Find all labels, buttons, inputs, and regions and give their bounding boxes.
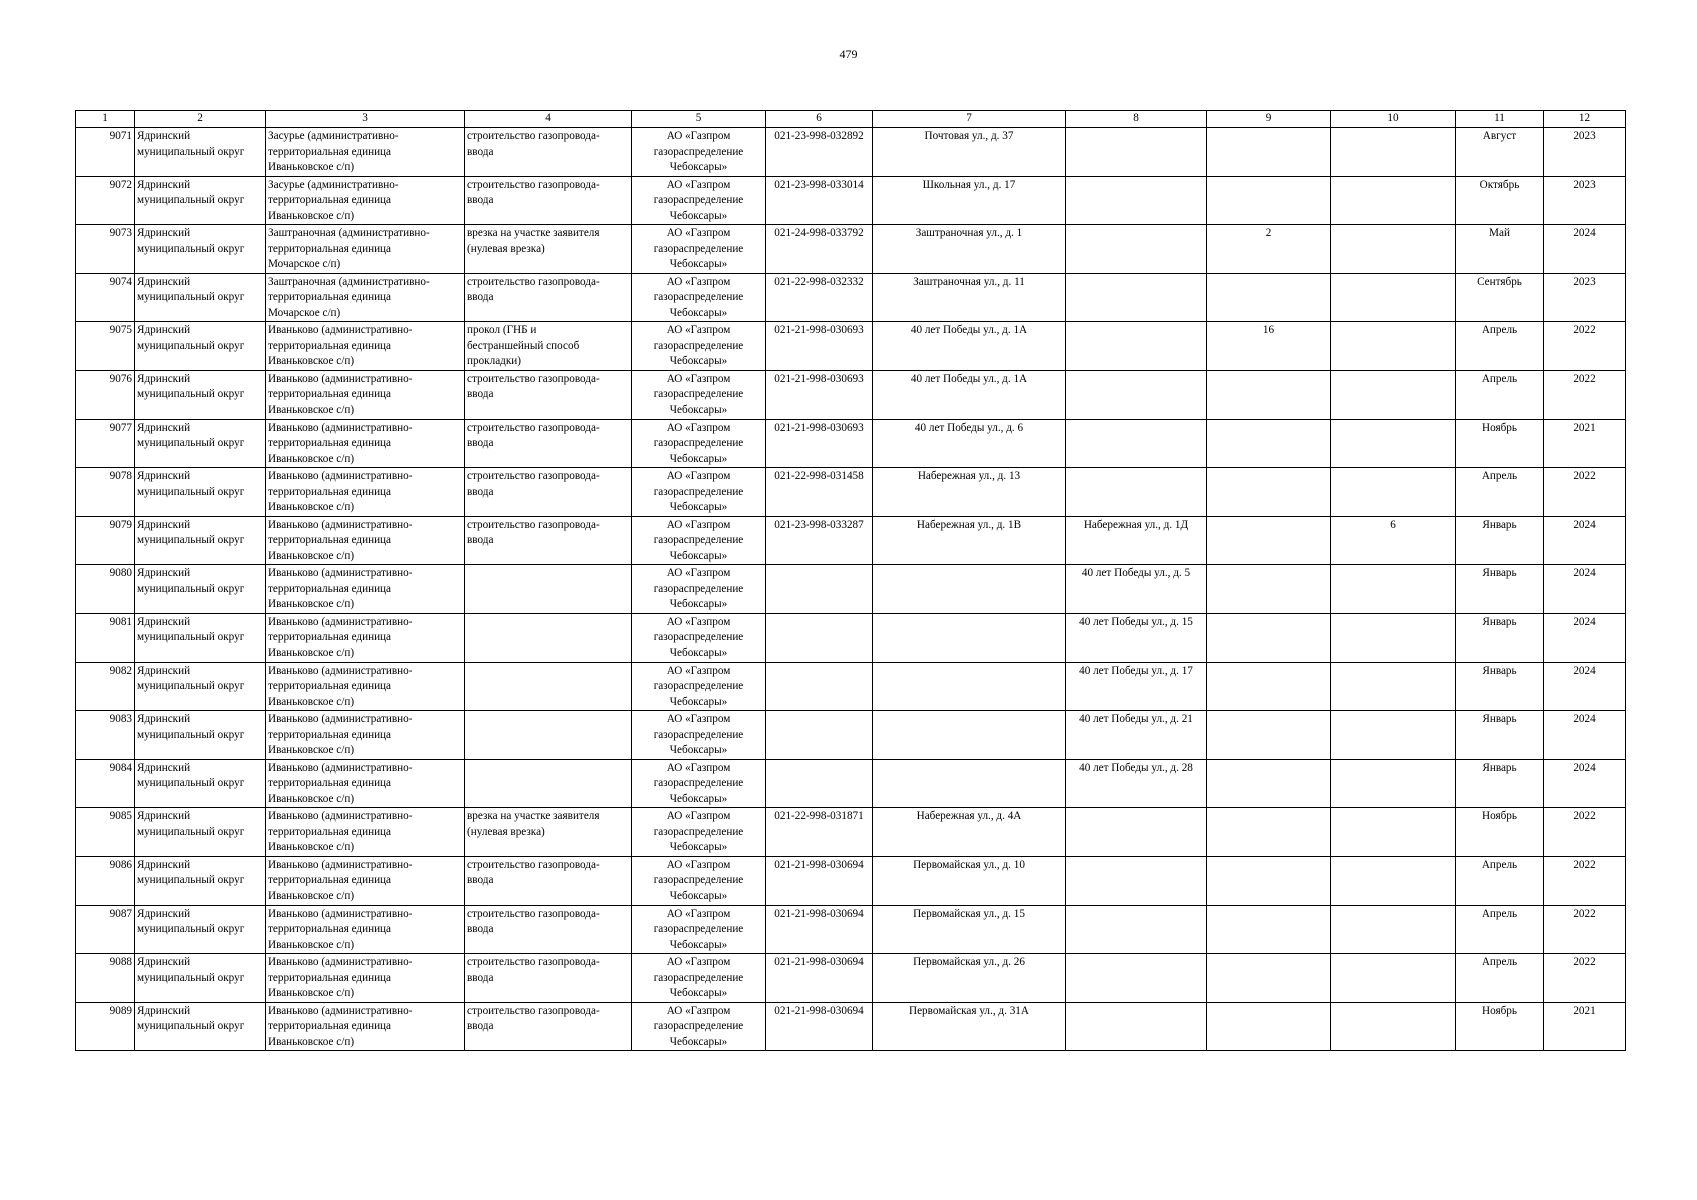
cell-row-number: 9085 xyxy=(76,808,135,857)
cell-municipality: Ядринский муниципальный округ xyxy=(135,759,266,808)
cell-municipality: Ядринский муниципальный округ xyxy=(135,273,266,322)
table-row xyxy=(76,128,1626,177)
cell-address-extra: 40 лет Победы ул., д. 28 xyxy=(1066,759,1207,808)
cell-value-col9 xyxy=(1207,565,1331,614)
cell-application-number: 021-21-998-030693 xyxy=(766,322,873,371)
cell-year: 2024 xyxy=(1544,662,1626,711)
cell-value-col10 xyxy=(1331,711,1456,760)
cell-settlement: Засурье (административно- территориальная единица Иваньковское с/п) xyxy=(266,176,465,225)
cell-value-col9 xyxy=(1207,128,1331,177)
cell-work-type: строительство газопровода- ввода xyxy=(465,856,632,905)
cell-municipality: Ядринский муниципальный округ xyxy=(135,613,266,662)
cell-value-col10 xyxy=(1331,759,1456,808)
table-row xyxy=(76,808,1626,857)
cell-address-extra xyxy=(1066,225,1207,274)
cell-work-type xyxy=(465,662,632,711)
cell-municipality: Ядринский муниципальный округ xyxy=(135,856,266,905)
cell-value-col10 xyxy=(1331,176,1456,225)
cell-settlement: Иваньково (административно- территориальная единица Иваньковское с/п) xyxy=(266,954,465,1003)
cell-address-extra xyxy=(1066,954,1207,1003)
cell-year: 2022 xyxy=(1544,322,1626,371)
cell-municipality: Ядринский муниципальный округ xyxy=(135,419,266,468)
table-row xyxy=(76,516,1626,565)
cell-value-col10 xyxy=(1331,273,1456,322)
cell-value-col9 xyxy=(1207,516,1331,565)
table-row xyxy=(76,1002,1626,1051)
cell-municipality: Ядринский муниципальный округ xyxy=(135,905,266,954)
cell-row-number: 9074 xyxy=(76,273,135,322)
cell-row-number: 9073 xyxy=(76,225,135,274)
cell-value-col10 xyxy=(1331,613,1456,662)
cell-settlement: Иваньково (административно- территориальная единица Иваньковское с/п) xyxy=(266,759,465,808)
cell-year: 2022 xyxy=(1544,808,1626,857)
cell-value-col9 xyxy=(1207,613,1331,662)
cell-organization: АО «Газпром газораспределение Чебоксары» xyxy=(632,322,766,371)
cell-address-extra xyxy=(1066,808,1207,857)
table-row xyxy=(76,613,1626,662)
cell-value-col10 xyxy=(1331,954,1456,1003)
cell-application-number: 021-22-998-031458 xyxy=(766,468,873,517)
cell-organization: АО «Газпром газораспределение Чебоксары» xyxy=(632,1002,766,1051)
table-row xyxy=(76,662,1626,711)
cell-application-number: 021-22-998-032332 xyxy=(766,273,873,322)
cell-value-col9 xyxy=(1207,370,1331,419)
cell-address-extra xyxy=(1066,176,1207,225)
cell-work-type: строительство газопровода- ввода xyxy=(465,468,632,517)
cell-application-number: 021-23-998-032892 xyxy=(766,128,873,177)
column-header-4: 4 xyxy=(465,111,632,128)
cell-application-number: 021-21-998-030694 xyxy=(766,1002,873,1051)
cell-municipality: Ядринский муниципальный округ xyxy=(135,468,266,517)
cell-address: Заштраночная ул., д. 1 xyxy=(873,225,1066,274)
cell-value-col9 xyxy=(1207,711,1331,760)
cell-value-col10 xyxy=(1331,322,1456,371)
cell-work-type: врезка на участке заявителя (нулевая врезка) xyxy=(465,808,632,857)
column-header-10: 10 xyxy=(1331,111,1456,128)
cell-organization: АО «Газпром газораспределение Чебоксары» xyxy=(632,662,766,711)
cell-value-col9 xyxy=(1207,808,1331,857)
table-row xyxy=(76,419,1626,468)
cell-value-col9 xyxy=(1207,759,1331,808)
cell-row-number: 9075 xyxy=(76,322,135,371)
cell-row-number: 9088 xyxy=(76,954,135,1003)
cell-year: 2022 xyxy=(1544,856,1626,905)
table-row xyxy=(76,759,1626,808)
cell-value-col10 xyxy=(1331,128,1456,177)
cell-address: Набережная ул., д. 13 xyxy=(873,468,1066,517)
cell-row-number: 9076 xyxy=(76,370,135,419)
cell-month: Январь xyxy=(1456,759,1544,808)
column-header-7: 7 xyxy=(873,111,1066,128)
cell-year: 2023 xyxy=(1544,128,1626,177)
column-header-2: 2 xyxy=(135,111,266,128)
cell-organization: АО «Газпром газораспределение Чебоксары» xyxy=(632,711,766,760)
cell-value-col10 xyxy=(1331,419,1456,468)
cell-settlement: Иваньково (административно- территориальная единица Иваньковское с/п) xyxy=(266,905,465,954)
cell-organization: АО «Газпром газораспределение Чебоксары» xyxy=(632,808,766,857)
cell-address-extra xyxy=(1066,905,1207,954)
table-row xyxy=(76,176,1626,225)
table-row xyxy=(76,370,1626,419)
cell-address: 40 лет Победы ул., д. 6 xyxy=(873,419,1066,468)
cell-application-number: 021-22-998-031871 xyxy=(766,808,873,857)
cell-address: 40 лет Победы ул., д. 1А xyxy=(873,322,1066,371)
cell-application-number: 021-21-998-030693 xyxy=(766,419,873,468)
cell-year: 2022 xyxy=(1544,468,1626,517)
cell-year: 2023 xyxy=(1544,176,1626,225)
cell-row-number: 9081 xyxy=(76,613,135,662)
cell-application-number xyxy=(766,662,873,711)
cell-row-number: 9080 xyxy=(76,565,135,614)
cell-value-col10 xyxy=(1331,468,1456,517)
cell-settlement: Иваньково (административно- территориальная единица Иваньковское с/п) xyxy=(266,711,465,760)
cell-organization: АО «Газпром газораспределение Чебоксары» xyxy=(632,759,766,808)
cell-work-type: строительство газопровода- ввода xyxy=(465,516,632,565)
cell-address: 40 лет Победы ул., д. 1А xyxy=(873,370,1066,419)
cell-value-col9 xyxy=(1207,1002,1331,1051)
cell-year: 2023 xyxy=(1544,273,1626,322)
cell-municipality: Ядринский муниципальный округ xyxy=(135,225,266,274)
cell-address: Набережная ул., д. 4А xyxy=(873,808,1066,857)
cell-address: Первомайская ул., д. 10 xyxy=(873,856,1066,905)
cell-application-number: 021-21-998-030694 xyxy=(766,954,873,1003)
table-row xyxy=(76,856,1626,905)
column-header-8: 8 xyxy=(1066,111,1207,128)
cell-year: 2021 xyxy=(1544,1002,1626,1051)
cell-organization: АО «Газпром газораспределение Чебоксары» xyxy=(632,176,766,225)
cell-address: Первомайская ул., д. 26 xyxy=(873,954,1066,1003)
cell-address-extra xyxy=(1066,370,1207,419)
cell-address: Первомайская ул., д. 15 xyxy=(873,905,1066,954)
cell-settlement: Иваньково (административно- территориальная единица Иваньковское с/п) xyxy=(266,370,465,419)
table-row xyxy=(76,954,1626,1003)
cell-year: 2024 xyxy=(1544,516,1626,565)
cell-value-col9 xyxy=(1207,662,1331,711)
cell-value-col9 xyxy=(1207,273,1331,322)
column-header-5: 5 xyxy=(632,111,766,128)
cell-organization: АО «Газпром газораспределение Чебоксары» xyxy=(632,370,766,419)
cell-application-number: 021-23-998-033014 xyxy=(766,176,873,225)
cell-value-col10: 6 xyxy=(1331,516,1456,565)
cell-organization: АО «Газпром газораспределение Чебоксары» xyxy=(632,468,766,517)
cell-value-col10 xyxy=(1331,225,1456,274)
cell-address: Набережная ул., д. 1В xyxy=(873,516,1066,565)
cell-value-col9 xyxy=(1207,176,1331,225)
cell-organization: АО «Газпром газораспределение Чебоксары» xyxy=(632,273,766,322)
cell-value-col9 xyxy=(1207,468,1331,517)
column-header-9: 9 xyxy=(1207,111,1331,128)
cell-year: 2022 xyxy=(1544,905,1626,954)
cell-organization: АО «Газпром газораспределение Чебоксары» xyxy=(632,225,766,274)
table-body xyxy=(76,128,1626,1051)
cell-value-col9: 16 xyxy=(1207,322,1331,371)
table-row xyxy=(76,905,1626,954)
cell-application-number: 021-21-998-030694 xyxy=(766,905,873,954)
table-row xyxy=(76,273,1626,322)
page-number: 479 xyxy=(839,47,858,61)
cell-work-type: врезка на участке заявителя (нулевая врезка) xyxy=(465,225,632,274)
cell-address-extra xyxy=(1066,273,1207,322)
cell-application-number: 021-21-998-030694 xyxy=(766,856,873,905)
cell-work-type: строительство газопровода- ввода xyxy=(465,273,632,322)
cell-row-number: 9083 xyxy=(76,711,135,760)
cell-work-type: строительство газопровода- ввода xyxy=(465,905,632,954)
table-row xyxy=(76,322,1626,371)
cell-row-number: 9079 xyxy=(76,516,135,565)
cell-year: 2024 xyxy=(1544,565,1626,614)
cell-application-number xyxy=(766,711,873,760)
cell-address: Заштраночная ул., д. 11 xyxy=(873,273,1066,322)
table-row xyxy=(76,565,1626,614)
cell-value-col10 xyxy=(1331,1002,1456,1051)
cell-address-extra xyxy=(1066,856,1207,905)
cell-municipality: Ядринский муниципальный округ xyxy=(135,808,266,857)
cell-month: Октябрь xyxy=(1456,176,1544,225)
cell-organization: АО «Газпром газораспределение Чебоксары» xyxy=(632,419,766,468)
cell-organization: АО «Газпром газораспределение Чебоксары» xyxy=(632,516,766,565)
column-header-1: 1 xyxy=(76,111,135,128)
table-row xyxy=(76,225,1626,274)
cell-address xyxy=(873,711,1066,760)
cell-settlement: Иваньково (административно- территориальная единица Иваньковское с/п) xyxy=(266,808,465,857)
cell-month: Апрель xyxy=(1456,856,1544,905)
cell-month: Май xyxy=(1456,225,1544,274)
cell-address-extra xyxy=(1066,468,1207,517)
cell-month: Апрель xyxy=(1456,322,1544,371)
cell-year: 2021 xyxy=(1544,419,1626,468)
cell-work-type: строительство газопровода- ввода xyxy=(465,370,632,419)
cell-row-number: 9086 xyxy=(76,856,135,905)
cell-row-number: 9087 xyxy=(76,905,135,954)
cell-municipality: Ядринский муниципальный округ xyxy=(135,128,266,177)
cell-value-col9 xyxy=(1207,905,1331,954)
cell-address-extra: 40 лет Победы ул., д. 17 xyxy=(1066,662,1207,711)
cell-municipality: Ядринский муниципальный округ xyxy=(135,370,266,419)
header-row xyxy=(76,111,1626,128)
cell-address xyxy=(873,759,1066,808)
cell-settlement: Засурье (административно- территориальная единица Иваньковское с/п) xyxy=(266,128,465,177)
cell-value-col10 xyxy=(1331,905,1456,954)
cell-month: Ноябрь xyxy=(1456,1002,1544,1051)
cell-value-col9 xyxy=(1207,419,1331,468)
cell-year: 2022 xyxy=(1544,370,1626,419)
cell-year: 2024 xyxy=(1544,225,1626,274)
cell-organization: АО «Газпром газораспределение Чебоксары» xyxy=(632,905,766,954)
cell-municipality: Ядринский муниципальный округ xyxy=(135,176,266,225)
cell-settlement: Иваньково (административно- территориальная единица Иваньковское с/п) xyxy=(266,662,465,711)
cell-work-type xyxy=(465,613,632,662)
cell-month: Январь xyxy=(1456,613,1544,662)
column-header-6: 6 xyxy=(766,111,873,128)
column-header-11: 11 xyxy=(1456,111,1544,128)
cell-address xyxy=(873,662,1066,711)
cell-municipality: Ядринский муниципальный округ xyxy=(135,1002,266,1051)
cell-work-type xyxy=(465,759,632,808)
cell-year: 2024 xyxy=(1544,711,1626,760)
cell-month: Январь xyxy=(1456,516,1544,565)
cell-address-extra: 40 лет Победы ул., д. 5 xyxy=(1066,565,1207,614)
cell-application-number xyxy=(766,613,873,662)
cell-month: Ноябрь xyxy=(1456,419,1544,468)
cell-work-type: строительство газопровода- ввода xyxy=(465,176,632,225)
cell-work-type xyxy=(465,711,632,760)
cell-organization: АО «Газпром газораспределение Чебоксары» xyxy=(632,856,766,905)
cell-organization: АО «Газпром газораспределение Чебоксары» xyxy=(632,613,766,662)
cell-municipality: Ядринский муниципальный округ xyxy=(135,711,266,760)
cell-settlement: Иваньково (административно- территориальная единица Иваньковское с/п) xyxy=(266,1002,465,1051)
cell-municipality: Ядринский муниципальный округ xyxy=(135,516,266,565)
cell-value-col10 xyxy=(1331,808,1456,857)
cell-year: 2022 xyxy=(1544,954,1626,1003)
cell-month: Август xyxy=(1456,128,1544,177)
cell-month: Январь xyxy=(1456,662,1544,711)
cell-municipality: Ядринский муниципальный округ xyxy=(135,322,266,371)
cell-address: Почтовая ул., д. 37 xyxy=(873,128,1066,177)
cell-work-type: строительство газопровода- ввода xyxy=(465,954,632,1003)
cell-municipality: Ядринский муниципальный округ xyxy=(135,662,266,711)
cell-row-number: 9089 xyxy=(76,1002,135,1051)
cell-value-col9 xyxy=(1207,954,1331,1003)
cell-value-col10 xyxy=(1331,662,1456,711)
cell-month: Апрель xyxy=(1456,370,1544,419)
cell-address-extra xyxy=(1066,322,1207,371)
cell-settlement: Иваньково (административно- территориальная единица Иваньковское с/п) xyxy=(266,419,465,468)
cell-address-extra xyxy=(1066,419,1207,468)
cell-address-extra: 40 лет Победы ул., д. 21 xyxy=(1066,711,1207,760)
table-row xyxy=(76,711,1626,760)
cell-work-type xyxy=(465,565,632,614)
cell-application-number: 021-24-998-033792 xyxy=(766,225,873,274)
column-header-12: 12 xyxy=(1544,111,1626,128)
cell-row-number: 9078 xyxy=(76,468,135,517)
cell-address-extra: 40 лет Победы ул., д. 15 xyxy=(1066,613,1207,662)
cell-work-type: строительство газопровода- ввода xyxy=(465,419,632,468)
cell-month: Ноябрь xyxy=(1456,808,1544,857)
cell-application-number: 021-21-998-030693 xyxy=(766,370,873,419)
cell-address: Первомайская ул., д. 31А xyxy=(873,1002,1066,1051)
cell-address xyxy=(873,565,1066,614)
table-row xyxy=(76,468,1626,517)
cell-value-col10 xyxy=(1331,856,1456,905)
cell-application-number: 021-23-998-033287 xyxy=(766,516,873,565)
cell-month: Сентябрь xyxy=(1456,273,1544,322)
table-header xyxy=(76,111,1626,128)
cell-settlement: Иваньково (административно- территориальная единица Иваньковское с/п) xyxy=(266,516,465,565)
cell-value-col10 xyxy=(1331,370,1456,419)
column-header-3: 3 xyxy=(266,111,465,128)
cell-application-number xyxy=(766,759,873,808)
cell-month: Апрель xyxy=(1456,468,1544,517)
cell-month: Апрель xyxy=(1456,954,1544,1003)
cell-settlement: Иваньково (административно- территориальная единица Иваньковское с/п) xyxy=(266,613,465,662)
cell-address-extra xyxy=(1066,128,1207,177)
cell-value-col10 xyxy=(1331,565,1456,614)
cell-settlement: Иваньково (административно- территориальная единица Иваньковское с/п) xyxy=(266,322,465,371)
cell-year: 2024 xyxy=(1544,613,1626,662)
cell-value-col9: 2 xyxy=(1207,225,1331,274)
cell-month: Январь xyxy=(1456,565,1544,614)
cell-address-extra: Набережная ул., д. 1Д xyxy=(1066,516,1207,565)
cell-settlement: Заштраночная (административно- территориальная единица Мочарское с/п) xyxy=(266,273,465,322)
cell-row-number: 9084 xyxy=(76,759,135,808)
cell-row-number: 9071 xyxy=(76,128,135,177)
cell-work-type: строительство газопровода- ввода xyxy=(465,128,632,177)
cell-application-number xyxy=(766,565,873,614)
cell-municipality: Ядринский муниципальный округ xyxy=(135,954,266,1003)
cell-year: 2024 xyxy=(1544,759,1626,808)
cell-month: Январь xyxy=(1456,711,1544,760)
cell-municipality: Ядринский муниципальный округ xyxy=(135,565,266,614)
cell-address: Школьная ул., д. 17 xyxy=(873,176,1066,225)
cell-row-number: 9082 xyxy=(76,662,135,711)
cell-organization: АО «Газпром газораспределение Чебоксары» xyxy=(632,954,766,1003)
cell-settlement: Иваньково (административно- территориальная единица Иваньковское с/п) xyxy=(266,468,465,517)
cell-settlement: Иваньково (административно- территориальная единица Иваньковское с/п) xyxy=(266,565,465,614)
cell-work-type: строительство газопровода- ввода xyxy=(465,1002,632,1051)
cell-settlement: Заштраночная (административно- территориальная единица Мочарское с/п) xyxy=(266,225,465,274)
cell-value-col9 xyxy=(1207,856,1331,905)
cell-row-number: 9072 xyxy=(76,176,135,225)
cell-address-extra xyxy=(1066,1002,1207,1051)
registry-table xyxy=(75,110,1626,1051)
cell-row-number: 9077 xyxy=(76,419,135,468)
cell-settlement: Иваньково (административно- территориальная единица Иваньковское с/п) xyxy=(266,856,465,905)
cell-work-type: прокол (ГНБ и бестраншейный способ прокладки) xyxy=(465,322,632,371)
cell-month: Апрель xyxy=(1456,905,1544,954)
cell-organization: АО «Газпром газораспределение Чебоксары» xyxy=(632,565,766,614)
cell-address xyxy=(873,613,1066,662)
cell-organization: АО «Газпром газораспределение Чебоксары» xyxy=(632,128,766,177)
